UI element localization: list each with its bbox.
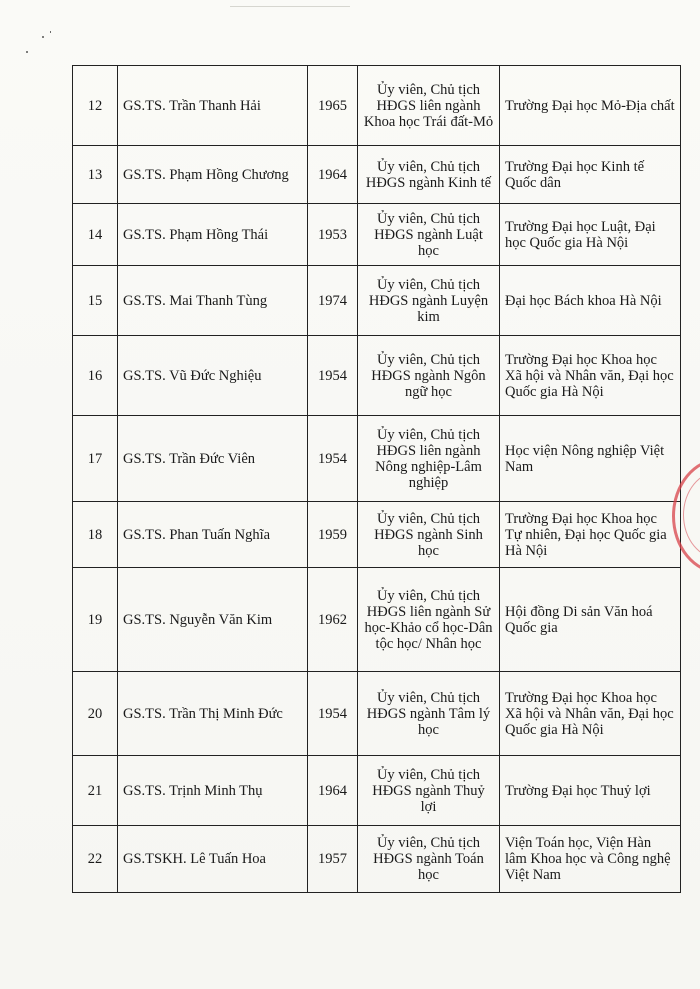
birth-year: 1954 bbox=[308, 336, 358, 416]
row-number: 13 bbox=[73, 146, 118, 204]
row-number: 17 bbox=[73, 416, 118, 502]
birth-year: 1953 bbox=[308, 204, 358, 266]
row-number: 16 bbox=[73, 336, 118, 416]
row-number: 19 bbox=[73, 568, 118, 672]
scan-speck bbox=[42, 36, 44, 38]
table-row bbox=[73, 672, 681, 756]
member-name: GS.TS. Trần Thị Minh Đức bbox=[118, 672, 308, 756]
member-role: Ủy viên, Chủ tịch HĐGS ngành Thuỷ lợi bbox=[358, 756, 500, 826]
birth-year: 1964 bbox=[308, 146, 358, 204]
member-organization: Hội đồng Di sản Văn hoá Quốc gia bbox=[500, 568, 681, 672]
member-role: Ủy viên, Chủ tịch HĐGS liên ngành Khoa học Trái đất-Mỏ bbox=[358, 66, 500, 146]
member-name: GS.TS. Phạm Hồng Thái bbox=[118, 204, 308, 266]
birth-year: 1954 bbox=[308, 416, 358, 502]
member-role: Ủy viên, Chủ tịch HĐGS ngành Sinh học bbox=[358, 502, 500, 568]
scan-speck bbox=[50, 31, 51, 33]
member-name: GS.TS. Vũ Đức Nghiệu bbox=[118, 336, 308, 416]
table-row bbox=[73, 336, 681, 416]
row-number: 20 bbox=[73, 672, 118, 756]
member-name: GS.TS. Nguyễn Văn Kim bbox=[118, 568, 308, 672]
table-row bbox=[73, 204, 681, 266]
table-row bbox=[73, 568, 681, 672]
table-row bbox=[73, 756, 681, 826]
member-role: Ủy viên, Chủ tịch HĐGS ngành Tâm lý học bbox=[358, 672, 500, 756]
member-organization: Trường Đại học Khoa học Xã hội và Nhân văn, Đại học Quốc gia Hà Nội bbox=[500, 336, 681, 416]
member-organization: Trường Đại học Kinh tế Quốc dân bbox=[500, 146, 681, 204]
row-number: 14 bbox=[73, 204, 118, 266]
birth-year: 1954 bbox=[308, 672, 358, 756]
row-number: 12 bbox=[73, 66, 118, 146]
member-organization: Trường Đại học Thuỷ lợi bbox=[500, 756, 681, 826]
row-number: 22 bbox=[73, 826, 118, 893]
table-row bbox=[73, 146, 681, 204]
table-row bbox=[73, 826, 681, 893]
birth-year: 1965 bbox=[308, 66, 358, 146]
table-row bbox=[73, 66, 681, 146]
member-name: GS.TS. Trần Thanh Hải bbox=[118, 66, 308, 146]
member-organization: Trường Đại học Khoa học Xã hội và Nhân văn, Đại học Quốc gia Hà Nội bbox=[500, 672, 681, 756]
birth-year: 1962 bbox=[308, 568, 358, 672]
member-role: Ủy viên, Chủ tịch HĐGS ngành Ngôn ngữ học bbox=[358, 336, 500, 416]
row-number: 18 bbox=[73, 502, 118, 568]
member-name: GS.TS. Trần Đức Viên bbox=[118, 416, 308, 502]
member-organization: Học viện Nông nghiệp Việt Nam bbox=[500, 416, 681, 502]
council-member-table bbox=[72, 65, 681, 893]
member-name: GS.TS. Phan Tuấn Nghĩa bbox=[118, 502, 308, 568]
table-row bbox=[73, 502, 681, 568]
member-organization: Trường Đại học Luật, Đại học Quốc gia Hà Nội bbox=[500, 204, 681, 266]
birth-year: 1964 bbox=[308, 756, 358, 826]
birth-year: 1959 bbox=[308, 502, 358, 568]
birth-year: 1974 bbox=[308, 266, 358, 336]
member-organization: Trường Đại học Mỏ-Địa chất bbox=[500, 66, 681, 146]
member-name: GS.TS. Mai Thanh Tùng bbox=[118, 266, 308, 336]
member-name: GS.TSKH. Lê Tuấn Hoa bbox=[118, 826, 308, 893]
member-organization: Trường Đại học Khoa học Tự nhiên, Đại học Quốc gia Hà Nội bbox=[500, 502, 681, 568]
member-role: Ủy viên, Chủ tịch HĐGS liên ngành Nông nghiệp-Lâm nghiệp bbox=[358, 416, 500, 502]
member-role: Ủy viên, Chủ tịch HĐGS liên ngành Sử học-Khảo cổ học-Dân tộc học/ Nhân học bbox=[358, 568, 500, 672]
scan-speck bbox=[26, 51, 28, 53]
member-name: GS.TS. Phạm Hồng Chương bbox=[118, 146, 308, 204]
member-organization: Viện Toán học, Viện Hàn lâm Khoa học và Công nghệ Việt Nam bbox=[500, 826, 681, 893]
member-role: Ủy viên, Chủ tịch HĐGS ngành Kinh tế bbox=[358, 146, 500, 204]
row-number: 15 bbox=[73, 266, 118, 336]
birth-year: 1957 bbox=[308, 826, 358, 893]
table-row bbox=[73, 416, 681, 502]
scan-edge-line bbox=[230, 6, 350, 7]
member-organization: Đại học Bách khoa Hà Nội bbox=[500, 266, 681, 336]
member-role: Ủy viên, Chủ tịch HĐGS ngành Luyện kim bbox=[358, 266, 500, 336]
member-role: Ủy viên, Chủ tịch HĐGS ngành Luật học bbox=[358, 204, 500, 266]
member-role: Ủy viên, Chủ tịch HĐGS ngành Toán học bbox=[358, 826, 500, 893]
member-name: GS.TS. Trịnh Minh Thụ bbox=[118, 756, 308, 826]
table-row bbox=[73, 266, 681, 336]
row-number: 21 bbox=[73, 756, 118, 826]
